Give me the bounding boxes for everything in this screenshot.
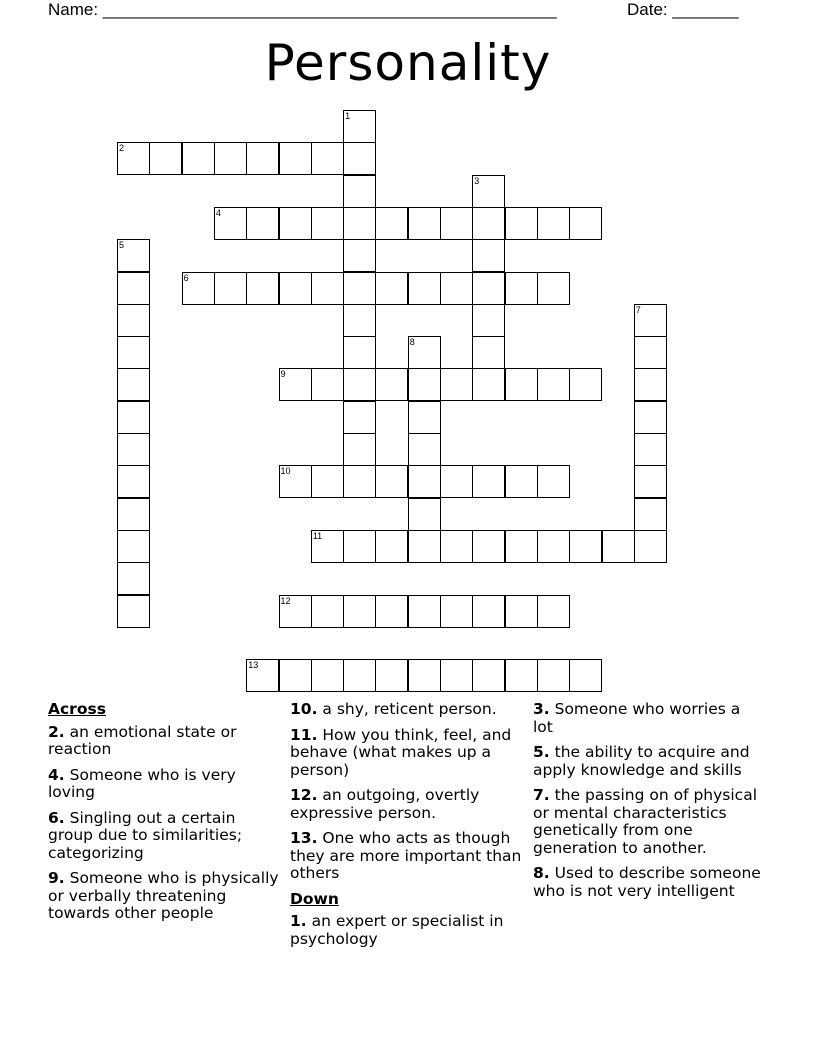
clue-number-label: 7. — [533, 786, 550, 804]
grid-cell[interactable] — [440, 530, 473, 563]
clue-number: 7 — [635, 304, 641, 315]
grid-cell[interactable] — [311, 659, 344, 692]
grid-cell[interactable] — [279, 368, 312, 401]
grid-cell[interactable] — [634, 401, 667, 434]
grid-cell[interactable] — [472, 207, 505, 240]
clue-number-label: 13. — [290, 829, 318, 847]
grid-cell[interactable] — [505, 530, 538, 563]
grid-cell[interactable] — [117, 465, 150, 498]
grid-cell[interactable] — [182, 142, 215, 175]
grid-cell[interactable] — [279, 465, 312, 498]
clue-item — [533, 787, 765, 857]
grid-cell[interactable] — [408, 530, 441, 563]
clue-text: a shy, reticent person. — [317, 700, 497, 718]
clue-number-label: 10. — [290, 700, 318, 718]
grid-cell[interactable] — [634, 465, 667, 498]
clue-text: Someone who is very loving — [48, 765, 236, 801]
grid-cell[interactable] — [375, 207, 408, 240]
grid-cell[interactable] — [343, 304, 376, 337]
grid-cell[interactable] — [311, 530, 344, 563]
clue-text: One who acts as though they are more important than others — [290, 829, 522, 882]
grid-cell[interactable] — [279, 272, 312, 305]
grid-cell[interactable] — [117, 433, 150, 466]
grid-cell[interactable] — [375, 530, 408, 563]
grid-cell[interactable] — [537, 659, 570, 692]
grid-cell[interactable] — [408, 595, 441, 628]
grid-cell[interactable] — [537, 465, 570, 498]
grid-cell[interactable] — [408, 433, 441, 466]
grid-cell[interactable] — [634, 304, 667, 337]
grid-cell[interactable] — [472, 530, 505, 563]
grid-cell[interactable] — [537, 272, 570, 305]
clue-item — [48, 767, 280, 802]
across-heading: Across — [48, 700, 106, 718]
grid-cell[interactable] — [214, 272, 247, 305]
grid-cell[interactable] — [343, 142, 376, 175]
grid-cell[interactable] — [634, 498, 667, 531]
grid-cell[interactable] — [537, 368, 570, 401]
clue-number-label: 5. — [533, 743, 550, 761]
grid-cell[interactable] — [472, 659, 505, 692]
grid-cell[interactable] — [311, 368, 344, 401]
clue-number: 5 — [119, 240, 125, 251]
grid-cell[interactable] — [472, 336, 505, 369]
grid-cell[interactable] — [375, 272, 408, 305]
clue-item — [290, 701, 522, 719]
clue-number-label: 8. — [533, 864, 550, 882]
clue-number-label: 1. — [290, 912, 307, 930]
grid-cell[interactable] — [117, 498, 150, 531]
clue-text: Singling out a certain group due to similarities; categorizing — [48, 808, 243, 862]
clue-number: 10 — [280, 466, 291, 477]
clue-number: 12 — [280, 595, 291, 606]
grid-cell[interactable] — [343, 433, 376, 466]
grid-cell[interactable] — [505, 659, 538, 692]
grid-cell[interactable] — [440, 659, 473, 692]
clue-item — [290, 727, 522, 780]
grid-cell[interactable] — [505, 465, 538, 498]
grid-cell[interactable] — [343, 465, 376, 498]
grid-cell[interactable] — [343, 595, 376, 628]
clue-text: an emotional state or reaction — [48, 722, 237, 758]
clue-number: 2 — [119, 143, 125, 154]
grid-cell[interactable] — [569, 368, 602, 401]
grid-cell[interactable] — [375, 659, 408, 692]
grid-cell[interactable] — [117, 595, 150, 628]
grid-cell[interactable] — [117, 368, 150, 401]
grid-cell[interactable] — [214, 142, 247, 175]
grid-cell[interactable] — [408, 465, 441, 498]
grid-cell[interactable] — [375, 595, 408, 628]
clues-column-3 — [533, 701, 765, 908]
clue-item — [290, 913, 522, 948]
grid-cell[interactable] — [537, 207, 570, 240]
clue-number-label: 12. — [290, 786, 318, 804]
grid-cell[interactable] — [440, 595, 473, 628]
grid-cell[interactable] — [375, 368, 408, 401]
grid-cell[interactable] — [343, 401, 376, 434]
grid-cell[interactable] — [634, 336, 667, 369]
name-field[interactable]: Name: ________________________________________________ — [48, 0, 557, 19]
clue-text: Someone who worries a lot — [533, 700, 741, 736]
grid-cell[interactable] — [117, 530, 150, 563]
grid-cell[interactable] — [440, 207, 473, 240]
grid-cell[interactable] — [408, 368, 441, 401]
grid-cell[interactable] — [472, 368, 505, 401]
clue-number: 1 — [345, 111, 351, 121]
header — [48, 0, 740, 24]
down-heading: Down — [290, 889, 339, 908]
grid-cell[interactable] — [117, 142, 150, 175]
grid-cell[interactable] — [311, 465, 344, 498]
grid-cell[interactable] — [569, 207, 602, 240]
grid-cell[interactable] — [440, 368, 473, 401]
grid-cell[interactable] — [343, 110, 376, 143]
grid-cell[interactable] — [246, 659, 279, 692]
grid-cell[interactable] — [246, 207, 279, 240]
clue-number: 4 — [215, 207, 221, 218]
grid-cell[interactable] — [311, 207, 344, 240]
grid-cell[interactable] — [311, 142, 344, 175]
grid-cell[interactable] — [408, 207, 441, 240]
grid-cell[interactable] — [343, 272, 376, 305]
grid-cell[interactable] — [440, 465, 473, 498]
clue-number: 8 — [409, 337, 415, 348]
grid-cell[interactable] — [343, 239, 376, 272]
grid-cell[interactable] — [214, 207, 247, 240]
clue-number: 9 — [280, 369, 286, 380]
grid-cell[interactable] — [343, 530, 376, 563]
clues-column-1 — [48, 701, 280, 931]
grid-cell[interactable] — [182, 272, 215, 305]
grid-cell[interactable] — [408, 272, 441, 305]
clue-number: 13 — [248, 660, 259, 671]
grid-cell[interactable] — [117, 239, 150, 272]
grid-cell[interactable] — [472, 304, 505, 337]
clue-item — [533, 865, 765, 900]
clue-item — [48, 810, 280, 863]
clue-number-label: 3. — [533, 700, 550, 718]
grid-cell[interactable] — [117, 304, 150, 337]
grid-cell[interactable] — [343, 336, 376, 369]
clue-number: 6 — [183, 272, 189, 283]
grid-cell[interactable] — [311, 272, 344, 305]
clue-text: Used to describe someone who is not very intelligent — [533, 864, 761, 900]
grid-cell[interactable] — [246, 142, 279, 175]
grid-cell[interactable] — [343, 368, 376, 401]
grid-cell[interactable] — [343, 175, 376, 208]
grid-cell[interactable] — [569, 659, 602, 692]
grid-cell[interactable] — [408, 336, 441, 369]
clue-number-label: 11. — [290, 725, 318, 744]
grid-cell[interactable] — [279, 207, 312, 240]
clue-item — [48, 870, 280, 923]
grid-cell[interactable] — [537, 530, 570, 563]
grid-cell[interactable] — [472, 465, 505, 498]
clue-item — [533, 744, 765, 779]
grid-cell[interactable] — [634, 530, 667, 563]
page-title: Personality — [264, 34, 552, 92]
clue-number-label: 2. — [48, 722, 65, 741]
grid-cell[interactable] — [505, 368, 538, 401]
grid-cell[interactable] — [279, 659, 312, 692]
clue-text: an expert or specialist in psychology — [290, 912, 504, 948]
grid-cell[interactable] — [472, 239, 505, 272]
grid-cell[interactable] — [117, 562, 150, 595]
clue-item — [290, 830, 522, 883]
grid-cell[interactable] — [117, 401, 150, 434]
grid-cell[interactable] — [279, 595, 312, 628]
clue-number: 11 — [312, 530, 323, 541]
grid-cell[interactable] — [472, 175, 505, 208]
grid-cell[interactable] — [602, 530, 635, 563]
grid-cell[interactable] — [408, 401, 441, 434]
clue-number: 3 — [474, 175, 480, 186]
clue-number-label: 6. — [48, 808, 65, 827]
grid-cell[interactable] — [408, 659, 441, 692]
grid-cell[interactable] — [634, 368, 667, 401]
grid-cell[interactable] — [505, 207, 538, 240]
date-field[interactable]: Date: _______ — [627, 0, 739, 19]
grid-cell[interactable] — [472, 595, 505, 628]
grid-cell[interactable] — [149, 142, 182, 175]
grid-cell[interactable] — [408, 498, 441, 531]
clue-text: an outgoing, overtly expressive person. — [290, 786, 480, 822]
clue-text: the ability to acquire and apply knowledge and skills — [533, 743, 750, 779]
clue-text: Someone who is physically or verbally threatening towards other people — [48, 869, 279, 922]
clue-item — [290, 787, 522, 822]
grid-cell[interactable] — [343, 207, 376, 240]
clue-item — [48, 724, 280, 759]
clue-number-label: 9. — [48, 869, 65, 887]
clue-item — [533, 701, 765, 736]
clue-text: the passing on of physical or mental characteristics genetically from one generation to another. — [533, 786, 758, 857]
grid-cell[interactable] — [311, 595, 344, 628]
grid-cell[interactable] — [569, 530, 602, 563]
grid-cell[interactable] — [375, 465, 408, 498]
grid-cell[interactable] — [117, 272, 150, 305]
grid-cell[interactable] — [505, 595, 538, 628]
grid-cell[interactable] — [279, 142, 312, 175]
grid-cell[interactable] — [505, 272, 538, 305]
grid-cell[interactable] — [472, 272, 505, 305]
grid-cell[interactable] — [634, 433, 667, 466]
grid-cell[interactable] — [440, 272, 473, 305]
grid-cell[interactable] — [537, 595, 570, 628]
clue-number-label: 4. — [48, 765, 65, 784]
grid-cell[interactable] — [117, 336, 150, 369]
clue-text: How you think, feel, and behave (what makes up a person) — [290, 725, 512, 779]
grid-cell[interactable] — [246, 272, 279, 305]
grid-cell[interactable] — [343, 659, 376, 692]
clues-column-2 — [290, 701, 522, 956]
